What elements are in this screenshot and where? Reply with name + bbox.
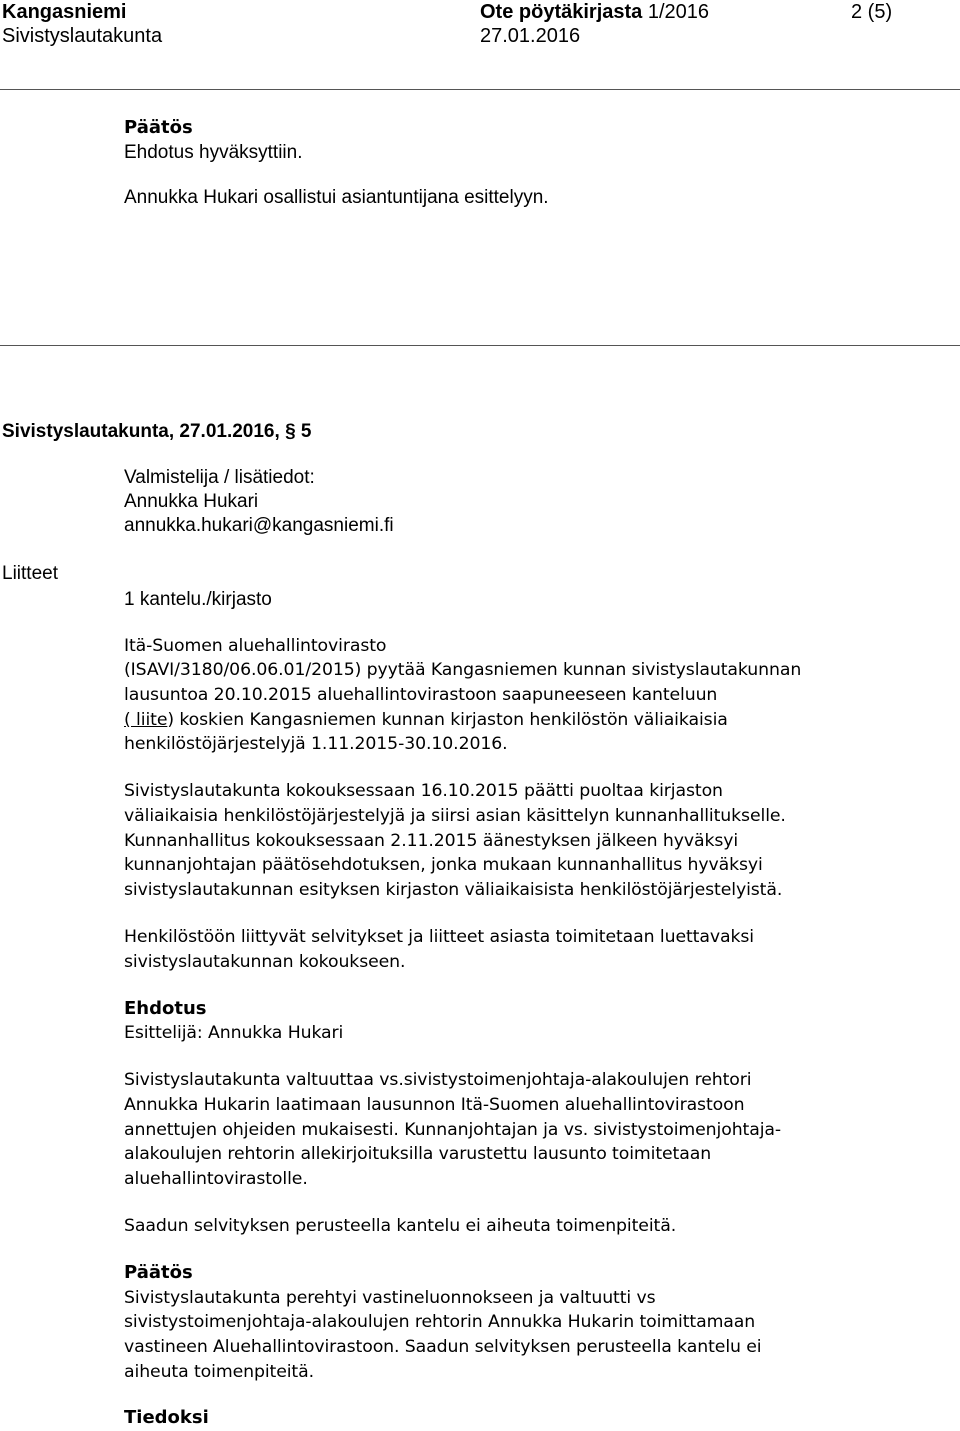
- prev-note: Annukka Hukari osallistui asiantuntijana esittelyyn.: [124, 187, 549, 208]
- body-line: [124, 683, 717, 707]
- org-name: Kangasniemi: [2, 1, 127, 23]
- body-line: henkilöstöjärjestelyjä 1.11.2015-30.10.2016.: [124, 734, 508, 754]
- info-heading: Tiedoksi: [124, 1407, 209, 1428]
- decision-heading: Päätös: [124, 1262, 193, 1283]
- meeting-date: 27.01.2016: [480, 25, 581, 47]
- page-number: 2 (5): [851, 1, 893, 23]
- header-divider: [0, 89, 960, 90]
- body-line: sivistyslautakunnan esityksen kirjaston väliaikaisista henkilöstöjärjestelyistä.: [124, 880, 783, 900]
- section-number: 5: [300, 421, 312, 442]
- body-line: Annukka Hukarin laatimaan lausunnon Itä-Suomen aluehallintovirastoon: [124, 1095, 745, 1115]
- preparer-label: Valmistelija / lisätiedot:: [124, 467, 315, 488]
- decision-line: sivistystoimenjohtaja-alakoulujen rehtorin Annukka Hukarin toimittamaan: [124, 1312, 756, 1332]
- doc-number: 1/2016: [647, 1, 710, 23]
- preparer-email[interactable]: annukka.hukari@kangasniemi.fi: [124, 515, 394, 536]
- document-title: [480, 0, 709, 24]
- body-line: Kunnanhallitus kokouksessaan 2.11.2015 äänestyksen jälkeen hyväksyi: [124, 831, 739, 851]
- section-divider: [0, 345, 960, 346]
- preparer-name: Annukka Hukari: [124, 491, 259, 512]
- body-line: Henkilöstöön liittyvät selvitykset ja liitteet asiasta toimitetaan luettavaksi: [124, 927, 754, 947]
- board-name: Sivistyslautakunta: [2, 25, 163, 47]
- section-title-text: Sivistyslautakunta, 27.01.2016,: [2, 421, 280, 442]
- decision-line: aiheuta toimenpiteitä.: [124, 1362, 314, 1382]
- presenter: Esittelijä: Annukka Hukari: [124, 1023, 344, 1043]
- doc-title: Ote pöytäkirjasta: [480, 1, 643, 23]
- body-line: Sivistyslautakunta kokouksessaan 16.10.2015 päätti puoltaa kirjaston: [124, 781, 723, 801]
- body-line-text: ) koskien Kangasniemen kunnan kirjaston henkilöstön väliaikaisia: [167, 710, 728, 730]
- proposal-heading: Ehdotus: [124, 998, 207, 1019]
- body-line: [124, 708, 728, 732]
- prev-decision-heading: Päätös: [124, 117, 193, 138]
- body-line: sivistyslautakunnan kokoukseen.: [124, 952, 406, 972]
- attachment-link[interactable]: 1 kantelu./kirjasto: [124, 589, 272, 610]
- body-line: (ISAVI/3180/06.06.01/2015) pyytää Kangasniemen kunnan sivistyslautakunnan: [124, 660, 802, 680]
- body-line: Itä-Suomen aluehallintovirasto: [124, 636, 387, 656]
- body-line: väliaikaisia henkilöstöjärjestelyjä ja siirsi asian käsittelyn kunnanhallitukselle.: [124, 806, 786, 826]
- body-line: aluehallintovirastolle.: [124, 1169, 308, 1189]
- attachments-label: Liitteet: [2, 563, 58, 584]
- body-line: Saadun selvityksen perusteella kantelu ei aiheuta toimenpiteitä.: [124, 1216, 677, 1236]
- paragraph-sign: §: [285, 421, 296, 442]
- body-line: annettujen ohjeiden mukaisesti. Kunnanjohtajan ja vs. sivistystoimenjohtaja-: [124, 1120, 782, 1140]
- prev-decision-text: Ehdotus hyväksyttiin.: [124, 142, 303, 163]
- decision-line: Sivistyslautakunta perehtyi vastineluonnokseen ja valtuutti vs: [124, 1288, 656, 1308]
- body-line: Sivistyslautakunta valtuuttaa vs.sivistystoimenjohtaja-alakoulujen rehtori: [124, 1070, 752, 1090]
- body-line: kunnanjohtajan päätösehdotuksen, jonka mukaan kunnanhallitus hyväksyi: [124, 855, 763, 875]
- body-line-text: lausuntoa 20.10.2015 aluehallintovirastoon saapuneeseen kanteluun: [124, 685, 718, 705]
- attachment-inline-link[interactable]: ( liite: [124, 710, 168, 730]
- section-title: [2, 420, 312, 444]
- decision-line: vastineen Aluehallintovirastoon. Saadun selvityksen perusteella kantelu ei: [124, 1337, 762, 1357]
- body-line: alakoulujen rehtorin allekirjoituksilla varustettu lausunto toimitetaan: [124, 1144, 712, 1164]
